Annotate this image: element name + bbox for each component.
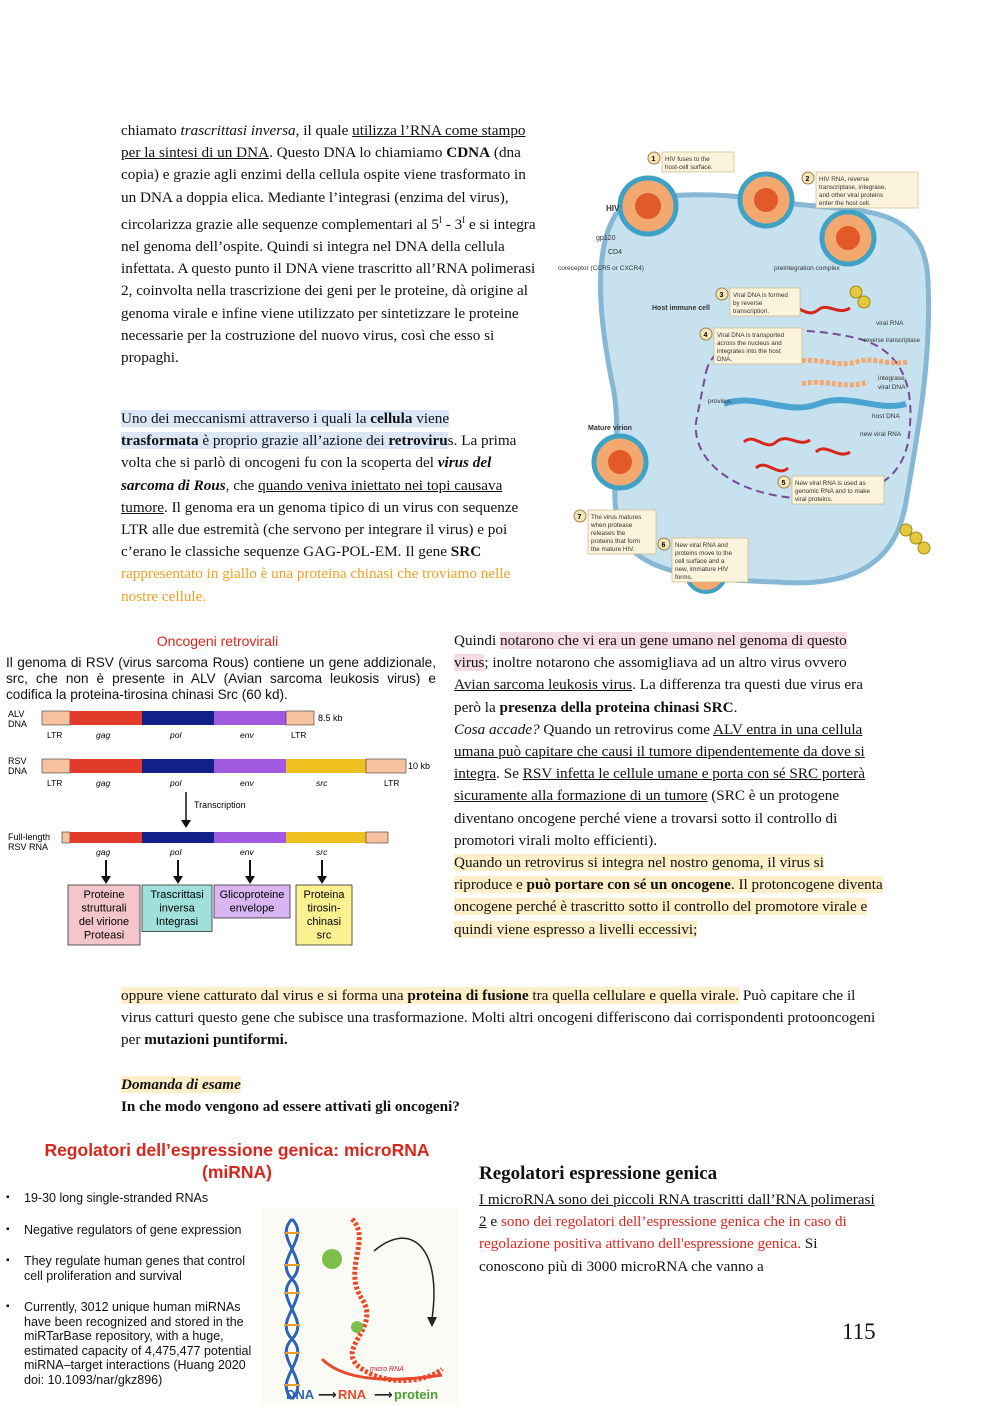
hiv-lifecycle-figure xyxy=(556,142,936,598)
label-provirus: provirus xyxy=(708,398,732,405)
rsv-gag: gag xyxy=(96,778,111,788)
hiv-step-text: by reverse xyxy=(733,300,763,307)
rsv-ltr-right: LTR xyxy=(384,778,400,788)
alv-label-2: DNA xyxy=(8,719,28,729)
hiv-step-text: New viral RNA is used as xyxy=(795,480,866,487)
label-integrase: integrase xyxy=(878,375,905,382)
label-reverse-transcriptase: reverse transcriptase xyxy=(864,338,921,344)
hiv-step-number: 4 xyxy=(703,332,708,339)
hiv-step-text: across the nucleus and xyxy=(717,340,782,347)
rsv-dna-bar xyxy=(42,759,406,773)
retroviral-oncogenes-figure xyxy=(0,630,445,950)
label-viral-dna: viral DNA xyxy=(878,384,906,391)
label-hiv: HIV xyxy=(606,204,620,213)
regulators-paragraph: I microRNA sono dei piccoli RNA trascritti dall’RNA polimerasi 2 e sono dei regolatori dell’espressione genica che in caso di regolazione positiva attivano dell'espressione genica. Si conoscono più di 3000 microRNA che vanno a xyxy=(479,1191,875,1275)
exam-question: In che modo vengono ad essere attivati gli oncogeni? xyxy=(121,1098,460,1116)
alv-env: env xyxy=(240,730,254,740)
page-number: 115 xyxy=(842,1319,876,1344)
protein-label: protein xyxy=(394,1387,439,1402)
hiv-step-text: host-cell surface. xyxy=(665,164,713,171)
protein-box-text: inversa xyxy=(159,902,195,915)
mirna-bullet: ▪ They regulate human genes that control cell proliferation and survival xyxy=(4,1254,260,1283)
label-new-viral-rna: new viral RNA xyxy=(860,431,902,438)
rsv-label-1: RSV xyxy=(8,756,27,766)
rsv-src: src xyxy=(316,778,328,788)
protein-box-1 xyxy=(68,885,140,945)
rna-env: env xyxy=(240,847,254,857)
right-paragraph: Quindi notarono che vi era un gene umano nel genoma di questo virus; inoltre notarono che assomigliava ad un altro virus ovvero Avian sarcoma leukosis virus. La differenza tra questi due virus era però la presenza della proteina chinasi SRC. Cosa accade? Quando un retrovirus come ALV entra in una cellula umana può capitare che causi il tumore dipendentemente da dove si integra. Se RSV infetta le cellule umane e porta con sé SRC porterà sicuramente alla formazione di un tumore (SRC è un protogene diventano oncogene perché viene a trovarsi sotto il controllo di promotori virali molto efficienti). Quando un retrovirus si integra nel nostro genoma, il virus si riproduce e può portare con sé un oncogene. Il protoncogene diventa oncogene perché è trascritto sotto il controllo del promotore virale e quindi viene espresso a livelli eccessivi; xyxy=(454,632,883,938)
mirna-slide-title: Regolatori dell’espressione genica: microRNA (miRNA) xyxy=(44,1140,430,1182)
hiv-step-text: DNA. xyxy=(717,356,733,363)
mirna-illustration xyxy=(262,1209,458,1405)
hiv-virus-1 xyxy=(620,178,676,234)
hiv-step-text: genomic RNA and to make xyxy=(795,488,870,495)
alv-size: 8.5 kb xyxy=(318,713,343,723)
mature-virion-shape xyxy=(594,436,646,488)
hiv-step-text: proteins that form xyxy=(591,538,640,545)
alv-gag: gag xyxy=(96,730,111,740)
hiv-step-text: transcription. xyxy=(733,308,770,315)
retro-figure-description: Il genoma di RSV (virus sarcoma Rous) contiene un gene addizionale, src, che non è presente in ALV (Avian sarcoma leukosis virus) e codifica la proteina-tirosina chinasi Src (60 kd). xyxy=(6,655,436,702)
rsv-ltr-left: LTR xyxy=(47,778,63,788)
rna-label-2: RSV RNA xyxy=(8,842,49,852)
hiv-step-text: and other viral proteins xyxy=(819,192,884,199)
label-viral-rna: viral RNA xyxy=(876,320,904,327)
label-gp120: gp120 xyxy=(596,235,616,242)
label-cd4: CD4 xyxy=(608,249,623,256)
protein-box-text: Integrasi xyxy=(155,916,199,928)
hiv-step-text: Viral DNA is transported xyxy=(717,332,785,339)
hiv-step-5 xyxy=(778,476,884,504)
hiv-virus-2 xyxy=(740,174,792,226)
protein-box-2 xyxy=(142,885,212,932)
retro-figure-title: Oncogeni retrovirali xyxy=(156,633,279,649)
protein-box-text: src xyxy=(316,929,332,942)
hiv-step-1 xyxy=(648,152,734,172)
hiv-step-text: forms. xyxy=(675,574,693,581)
protein-box-text: Proteine xyxy=(83,889,125,901)
hiv-step-number: 6 xyxy=(661,542,666,549)
rna-label: RNA xyxy=(338,1387,367,1402)
hiv-step-text: transcriptase, integrase, xyxy=(819,184,887,191)
micro-rna-label: micro RNA xyxy=(370,1366,404,1373)
protein-box-4 xyxy=(296,885,352,945)
label-coreceptor: coreceptor (CCR5 or CXCR4) xyxy=(558,265,644,272)
protein-box-text: Trascrittasi xyxy=(150,889,204,901)
hiv-step-text: cell surface and a xyxy=(675,558,725,565)
hiv-step-text: releases the xyxy=(591,530,626,537)
hiv-step-text: enter the host cell. xyxy=(819,200,871,207)
exam-label: Domanda di esame xyxy=(121,1076,241,1093)
alv-dna-bar xyxy=(42,711,314,725)
label-mature-virion: Mature virion xyxy=(588,425,632,432)
hiv-step-text: new, immature HIV xyxy=(675,566,729,573)
protein-box-text: Glicoproteine xyxy=(219,889,285,901)
dna-label: DNA xyxy=(286,1387,315,1402)
hiv-step-text: New viral RNA and xyxy=(675,542,728,549)
regulators-heading: Regolatori espressione genica xyxy=(479,1163,718,1184)
rna-src: src xyxy=(316,847,328,857)
rsv-env: env xyxy=(240,778,254,788)
mirna-bullet: ▪ 19-30 long single-stranded RNAs xyxy=(4,1191,260,1206)
hiv-step-text: viral proteins. xyxy=(795,496,833,503)
mirna-bullets xyxy=(4,1191,260,1404)
hiv-step-number: 5 xyxy=(781,480,786,487)
protein-box-3 xyxy=(214,885,290,918)
top-paragraph: chiamato trascrittasi inversa, il quale utilizza l’RNA come stampo per la sintesi di un DNA. Questo DNA lo chiamiamo CDNA (dna copia) e grazie agli enzimi della cellula ospite viene trasformato in un DNA a doppia elica. Mediante l’integrasi (enzima del virus), circolarizza grazie alle sequenze complementari al $5^I - 3^I$ e si integra nel genoma dell’ospite. Quindi si integra nel DNA della cellula infettata. A questo punto il DNA viene trascritto all’RNA polimerasi 2, coinvolta nella trascrizione dei geni per le proteine, dà origine al genoma virale e infine viene utilizzato per sintetizzare le proteine necessarie per la costruzione del nuovo virus, così che esso si propaghi. xyxy=(121,122,536,367)
hiv-step-number: 3 xyxy=(719,292,724,299)
second-paragraph: Uno dei meccanismi attraverso i quali la cellula viene trasformata è proprio grazie all’azione dei retrovirus. La prima volta che si parlò di oncogeni fu con la scoperta del virus del sarcoma di Rous, che quando veniva iniettato nei topi causava tumore. Il genoma era un genoma tipico di un virus con sequenze LTR alle due estremità (che servono per integrare il virus) e poi c’erano le classiche sequenze GAG-POL-EM. Il gene SRC rappresentato in giallo è una proteina chinasi che troviamo nelle nostre cellule. xyxy=(121,410,519,605)
alv-ltr-right: LTR xyxy=(291,730,307,740)
mirna-bullet: ▪ Negative regulators of gene expression xyxy=(4,1223,260,1238)
protein-box-text: strutturali xyxy=(81,902,127,915)
rsv-pol: pol xyxy=(170,778,182,788)
hiv-step-text: proteins move to the xyxy=(675,550,733,557)
label-preintegration: preintegration complex xyxy=(774,265,840,272)
alv-ltr-left: LTR xyxy=(47,730,63,740)
hiv-step-number: 1 xyxy=(651,156,656,163)
mirna-slide xyxy=(0,1137,470,1413)
protein-box-text: chinasi xyxy=(306,916,342,928)
hiv-step-4 xyxy=(700,328,802,364)
hiv-virus-3 xyxy=(822,212,874,264)
rna-pol: pol xyxy=(170,847,182,857)
hiv-step-number: 2 xyxy=(805,176,810,183)
rna-label-1: Full-length xyxy=(8,832,51,842)
full-paragraph: oppure viene catturato dal virus e si forma una proteina di fusione tra quella cellulare e quella virale. Può capitare che il virus catturi questo gene che subisce una trasformazione. Molti altri oncogeni differiscono dai corrispondenti protooncogeni per mutazioni puntiformi. xyxy=(121,987,876,1049)
rsv-rna-bar xyxy=(62,832,388,843)
protein-box-text: Proteina xyxy=(303,889,345,901)
hiv-step-number: 7 xyxy=(577,514,582,521)
protein-box-text: del virione xyxy=(78,916,130,928)
hiv-step-text: HIV RNA, reverse xyxy=(819,176,870,183)
hiv-step-text: when protease xyxy=(591,522,633,529)
arrow-label-1: ⟶ xyxy=(318,1387,337,1402)
hiv-step-text: integrates into the host xyxy=(717,348,781,355)
exam-section xyxy=(121,1074,821,1118)
alv-label-1: ALV xyxy=(8,709,25,719)
rsv-label-2: DNA xyxy=(8,766,28,776)
hiv-step-2 xyxy=(802,172,918,208)
rna-gag: gag xyxy=(96,847,111,857)
rsv-size: 10 kb xyxy=(408,761,431,771)
protein-box-text: tirosin- xyxy=(307,902,341,915)
protein-box-text: Proteasi xyxy=(83,929,125,942)
transcription-label: Transcription xyxy=(194,800,246,810)
label-host-dna: host DNA xyxy=(872,413,900,420)
hiv-step-7 xyxy=(574,510,656,554)
protein-box-text: envelope xyxy=(229,902,275,915)
hiv-step-text: The virus matures xyxy=(591,514,642,521)
hiv-step-text: the mature HIV. xyxy=(591,546,635,553)
hiv-step-text: HIV fuses to the xyxy=(665,156,710,163)
alv-pol: pol xyxy=(170,730,182,740)
label-host-cell: Host immune cell xyxy=(652,305,710,312)
mirna-bullet: ▪ Currently, 3012 unique human miRNAs have been recognized and stored in the miRTarBase repository, with a huge, estimated capacity of 4,475,477 potential miRNA–target interactions (Huang 2020 doi: 10.1093/nar/gkz896) xyxy=(4,1300,260,1387)
hiv-step-text: Viral DNA is formed xyxy=(733,292,788,299)
arrow-label-2: ⟶ xyxy=(374,1387,393,1402)
